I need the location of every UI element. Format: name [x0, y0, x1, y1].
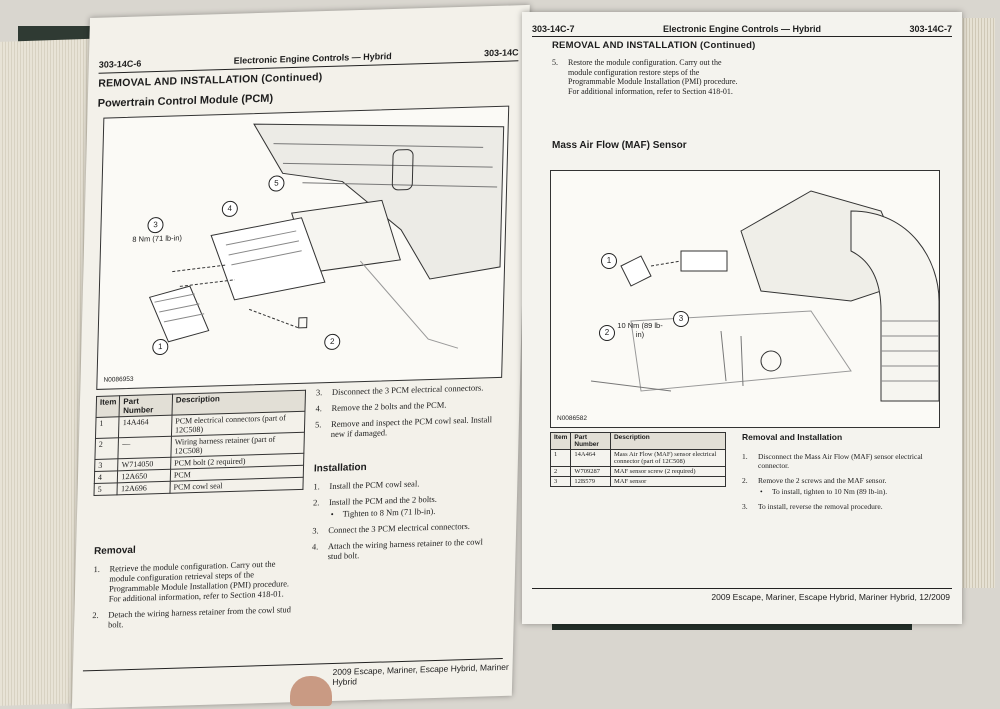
callout-4: 4: [222, 201, 238, 217]
table-cell: 3: [95, 459, 119, 472]
list-item: [316, 382, 502, 398]
step-number: 3.: [315, 387, 323, 398]
step-number: 2.: [312, 497, 320, 508]
table-cell: 4: [94, 471, 118, 484]
installation-steps: [311, 476, 499, 568]
right-section-title: REMOVAL AND INSTALLATION (Continued): [552, 40, 756, 51]
table-cell: MAF sensor screw (2 required): [610, 467, 725, 477]
table-cell: W714050: [118, 457, 171, 471]
table-header-cell: Item: [96, 396, 120, 418]
table-row: [551, 477, 726, 487]
step-text: Attach the wiring harness retainer to the cowl stud bolt.: [327, 536, 484, 562]
step-text: Disconnect the 3 PCM electrical connectors.: [331, 382, 484, 397]
table-cell: 3: [551, 477, 571, 487]
step-number: 2.: [742, 476, 748, 485]
table-header-cell: Part Number: [571, 433, 611, 450]
maf-figure: [550, 170, 940, 428]
table-header-cell: Part Number: [119, 394, 172, 417]
table-cell: Wiring harness retainer (part of 12C508): [171, 432, 305, 457]
callout-1: 1: [152, 339, 168, 355]
restore-step: [552, 58, 742, 102]
step-text: Remove the 2 screws and the MAF sensor.: [758, 476, 887, 485]
right-header-right-id: 303-14C-7: [909, 24, 952, 34]
list-item: [742, 476, 942, 496]
list-item: [312, 536, 498, 562]
footer-rule: [532, 588, 952, 589]
list-item: [742, 452, 942, 470]
left-section-title: REMOVAL AND INSTALLATION (Continued): [98, 71, 323, 90]
callout-5: 5: [268, 175, 284, 191]
table-row: [551, 467, 726, 477]
callout-1: 1: [601, 253, 617, 269]
pcm-figure: [96, 106, 509, 390]
table-cell: W709287: [571, 467, 611, 477]
table-header-cell: Description: [172, 390, 306, 415]
installation-heading: Installation: [313, 461, 367, 475]
table-cell: —: [118, 436, 171, 459]
step-text: To install, reverse the removal procedure.: [758, 502, 883, 511]
table-cell: 2: [551, 467, 571, 477]
table-cell: 1: [551, 450, 571, 467]
list-item: [92, 604, 292, 630]
list-item: [742, 502, 942, 511]
left-header-section: Electronic Engine Controls — Hybrid: [233, 51, 392, 66]
right-header-page-id: 303-14C-7: [532, 24, 575, 34]
header-rule: [532, 36, 952, 37]
table-row: [551, 450, 726, 467]
removal-heading: Removal: [93, 544, 136, 558]
table-cell: PCM cowl seal: [170, 477, 303, 493]
step-number: 4.: [315, 403, 323, 414]
step-text: Retrieve the module configuration. Carry out the module configuration retrieval steps of the Programmable Module Installation (PMI) procedure. For additional information, refer to Section 418-01.: [108, 558, 290, 604]
pcm-torque-spec: 8 Nm (71 lb-in): [132, 233, 183, 244]
table-cell: 5: [94, 483, 118, 496]
step-number: 2.: [92, 609, 99, 621]
step-text: Remove the 2 bolts and the PCM.: [331, 399, 447, 413]
step-text: Install the PCM and the 2 bolts.: [328, 493, 438, 508]
table-cell: 14A464: [571, 450, 611, 467]
maf-torque-spec: 10 Nm (89 lb-in): [617, 321, 663, 339]
list-item: [315, 398, 501, 414]
callout-3: 3: [147, 217, 163, 233]
right-page-header: [532, 24, 952, 34]
right-header-section: Electronic Engine Controls — Hybrid: [662, 24, 822, 34]
step-text: Remove and inspect the PCM cowl seal. Install new if damaged.: [330, 414, 493, 439]
step-number: 1.: [742, 452, 748, 461]
removal-installation-heading: Removal and Installation: [742, 432, 843, 442]
callout-2: 2: [324, 334, 340, 350]
step-text: Connect the 3 PCM electrical connectors.: [328, 520, 471, 536]
table-header-cell: Item: [551, 433, 571, 450]
list-item: [312, 520, 498, 536]
step-number: 3.: [742, 502, 748, 511]
list-item: [552, 58, 742, 96]
step-number: 3.: [312, 525, 319, 536]
pcm-figure-code: N0086953: [103, 375, 134, 384]
table-cell: 12A696: [117, 481, 170, 495]
maf-steps: [742, 452, 942, 517]
pcm-parts-table: [93, 390, 306, 496]
right-page: [522, 12, 962, 624]
left-footer: 2009 Escape, Mariner, Escape Hybrid, Mariner Hybrid: [332, 661, 509, 688]
list-item: [313, 476, 499, 492]
right-footer: 2009 Escape, Mariner, Escape Hybrid, Mariner Hybrid, 12/2009: [711, 592, 950, 602]
table-cell: 12A650: [118, 469, 171, 483]
table-header-row: [551, 433, 726, 450]
table-cell: 14A464: [119, 415, 172, 438]
table-cell: 12B579: [571, 477, 611, 487]
left-subsection-title: Powertrain Control Module (PCM): [97, 92, 274, 110]
step-number: 1.: [93, 563, 101, 575]
table-cell: MAF sensor: [610, 477, 725, 487]
table-cell: PCM electrical connectors (part of 12C508): [171, 411, 305, 436]
step-number: 4.: [311, 541, 319, 552]
list-item: [93, 558, 294, 604]
callout-2: 2: [599, 325, 615, 341]
step-bullet: • To install, tighten to 10 Nm (89 lb-in).: [758, 487, 942, 496]
step-text: Restore the module configuration. Carry out the module configuration restore steps of the Programmable Module Installation (PMI) procedure. For additional information, refer to Section 418-01.: [568, 58, 738, 96]
table-cell: 2: [95, 438, 119, 460]
maf-illustration: [551, 171, 939, 427]
step-text: Install the PCM cowl seal.: [329, 478, 420, 492]
table-cell: PCM: [170, 465, 303, 481]
callout-3: 3: [673, 311, 689, 327]
table-cell: PCM bolt (2 required): [171, 453, 304, 469]
step-text: Detach the wiring harness retainer from the cowl stud bolt.: [107, 604, 292, 630]
table-cell: 1: [95, 417, 119, 439]
step-number: 1.: [313, 481, 320, 492]
right-subsection-title: Mass Air Flow (MAF) Sensor: [552, 140, 687, 151]
thumb: [290, 676, 332, 706]
table-header-cell: Description: [610, 433, 725, 450]
left-header-page-id: 303-14C-6: [98, 58, 142, 70]
removal-steps-col1: [92, 558, 294, 636]
step-bullet: • Tighten to 8 Nm (71 lb-in).: [329, 504, 499, 519]
removal-steps-col2: [315, 382, 502, 446]
step-number: 5.: [314, 419, 322, 430]
maf-parts-table: [550, 432, 726, 487]
left-header-right-id: 303-14C: [483, 47, 519, 59]
step-text: Disconnect the Mass Air Flow (MAF) sensor electrical connector.: [758, 452, 923, 470]
maf-figure-code: N0086582: [557, 415, 587, 422]
list-item: [315, 414, 501, 440]
list-item: [313, 492, 500, 520]
step-number: 5.: [552, 58, 558, 67]
table-cell: Mass Air Flow (MAF) sensor electrical connector (part of 12C508): [610, 450, 725, 467]
left-page: [72, 5, 530, 709]
